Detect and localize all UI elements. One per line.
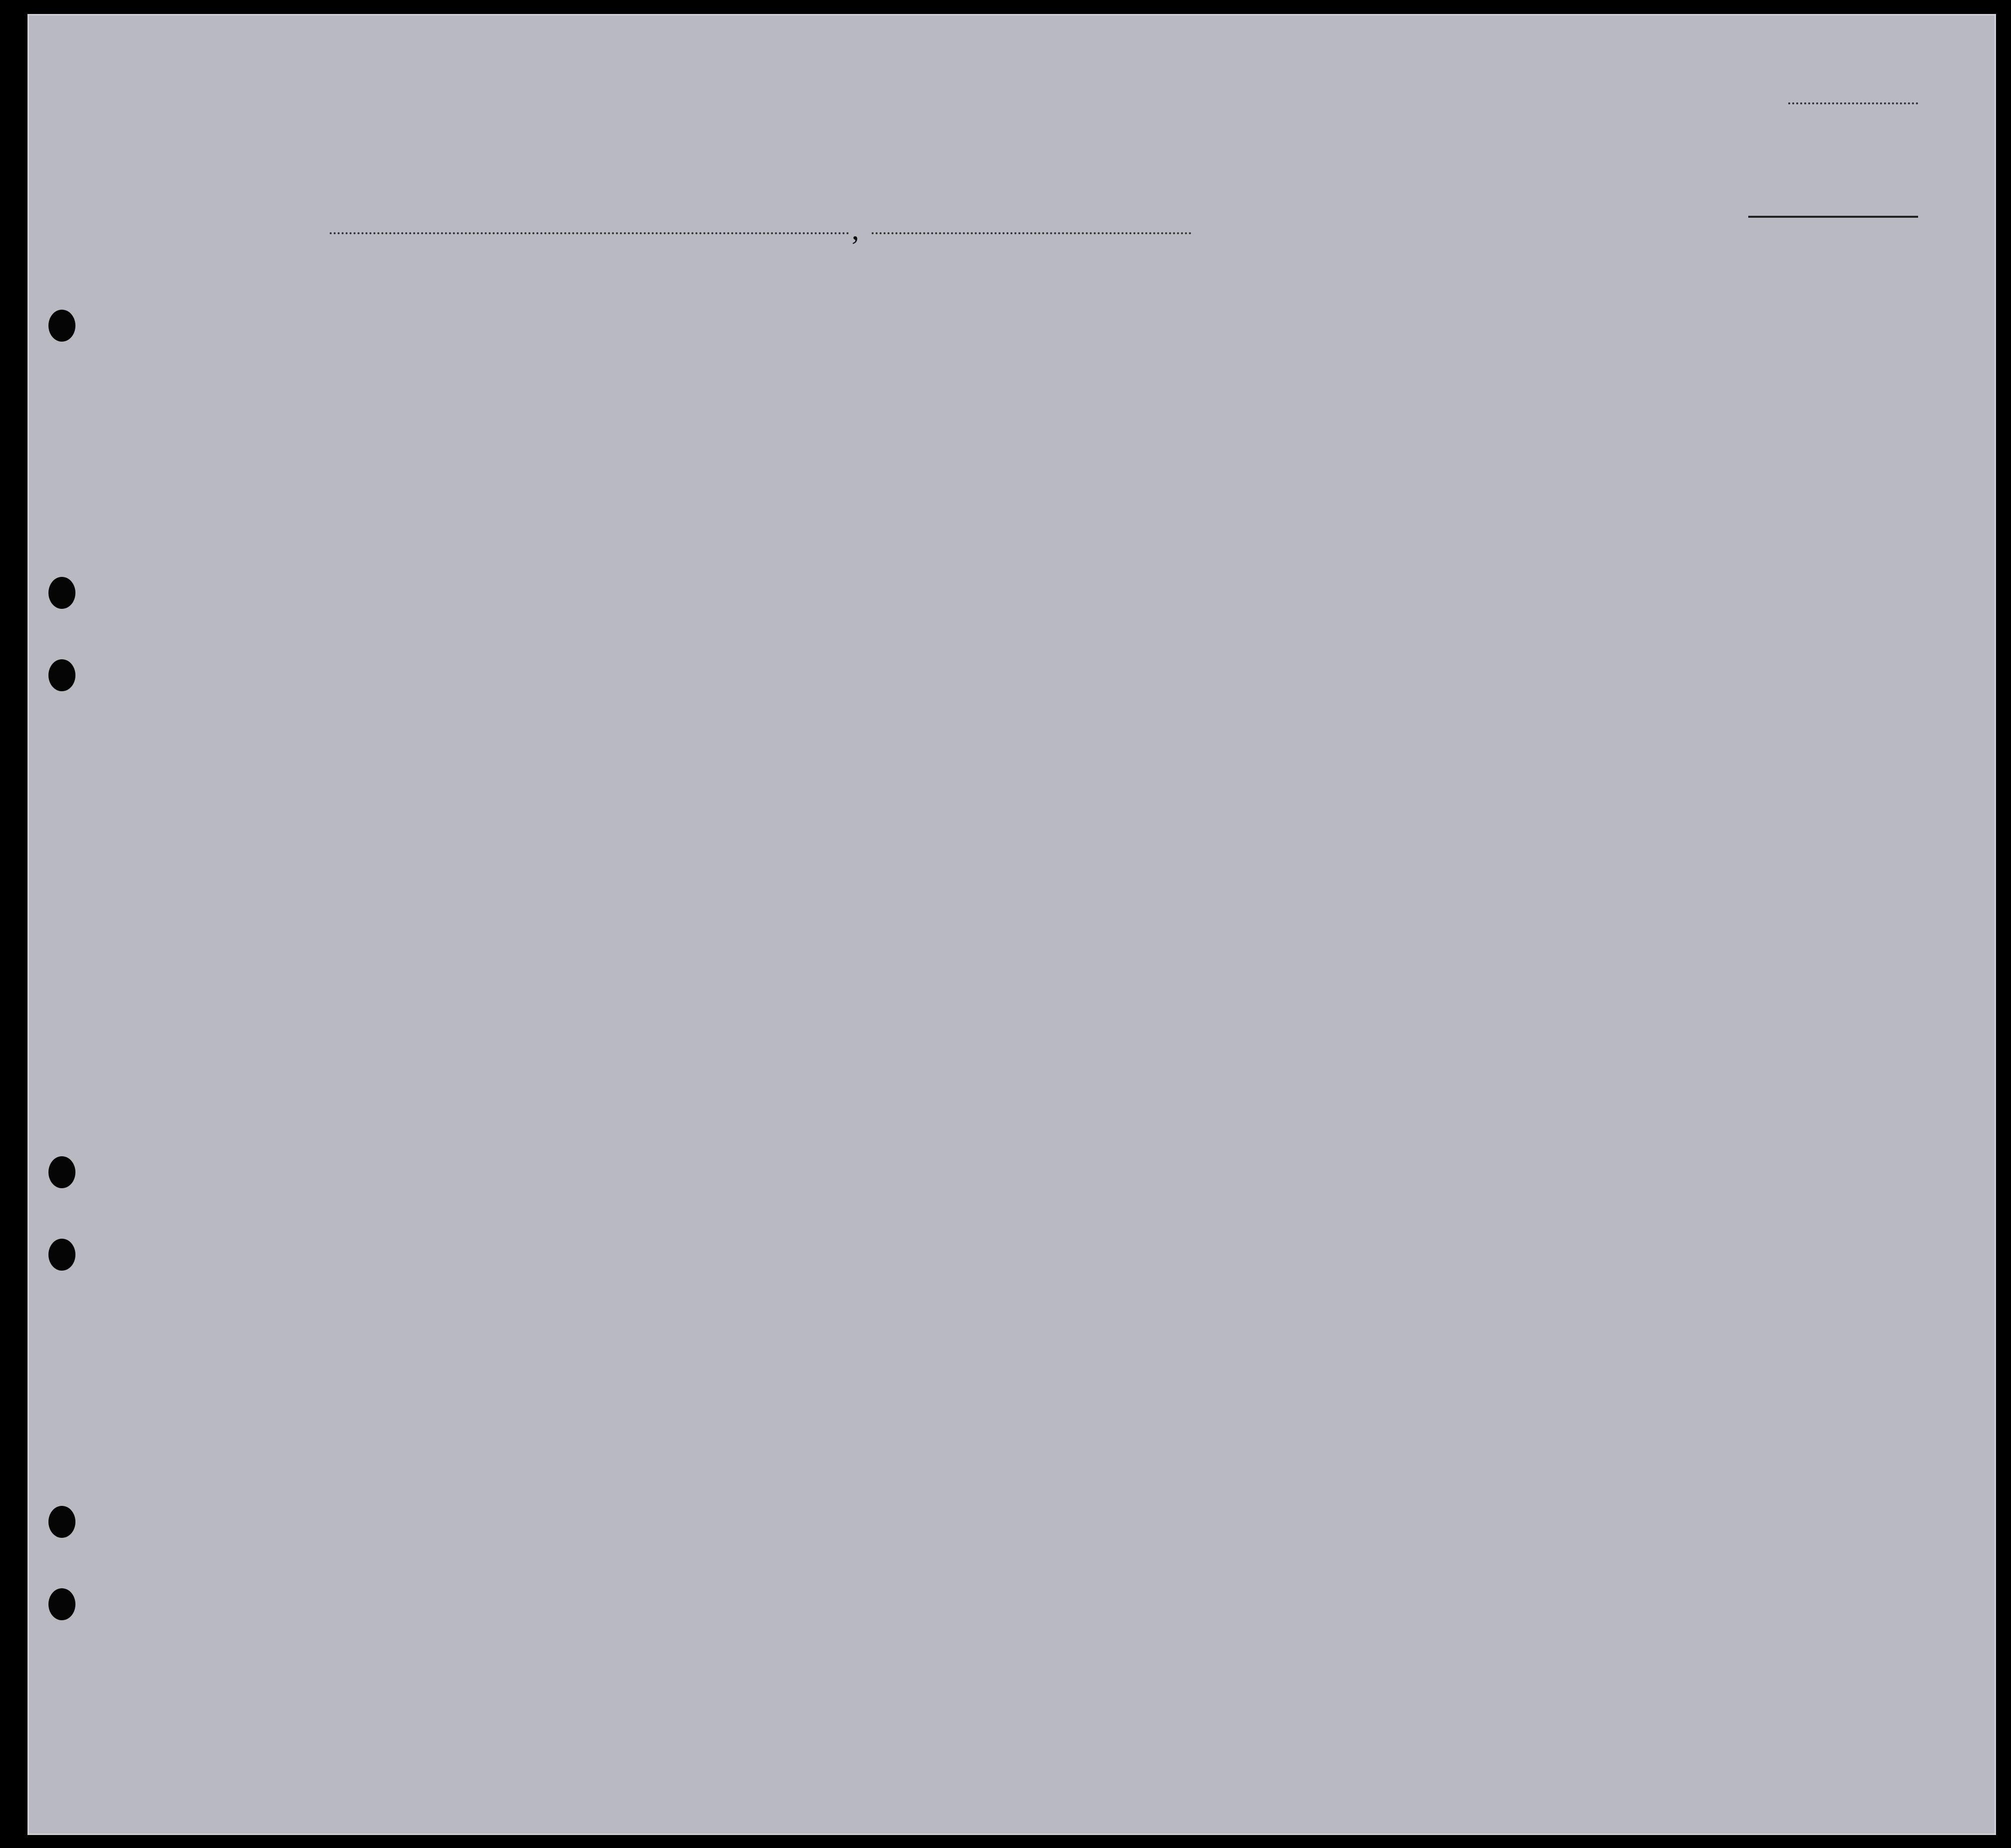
- punch-hole: [48, 577, 75, 609]
- punch-hole: [48, 1506, 75, 1538]
- comma-1: ,: [852, 213, 859, 246]
- punch-hole: [48, 1239, 75, 1271]
- punch-hole: [48, 310, 75, 342]
- punch-hole: [48, 659, 75, 691]
- punch-hole: [48, 1156, 75, 1188]
- punch-hole: [48, 1588, 75, 1620]
